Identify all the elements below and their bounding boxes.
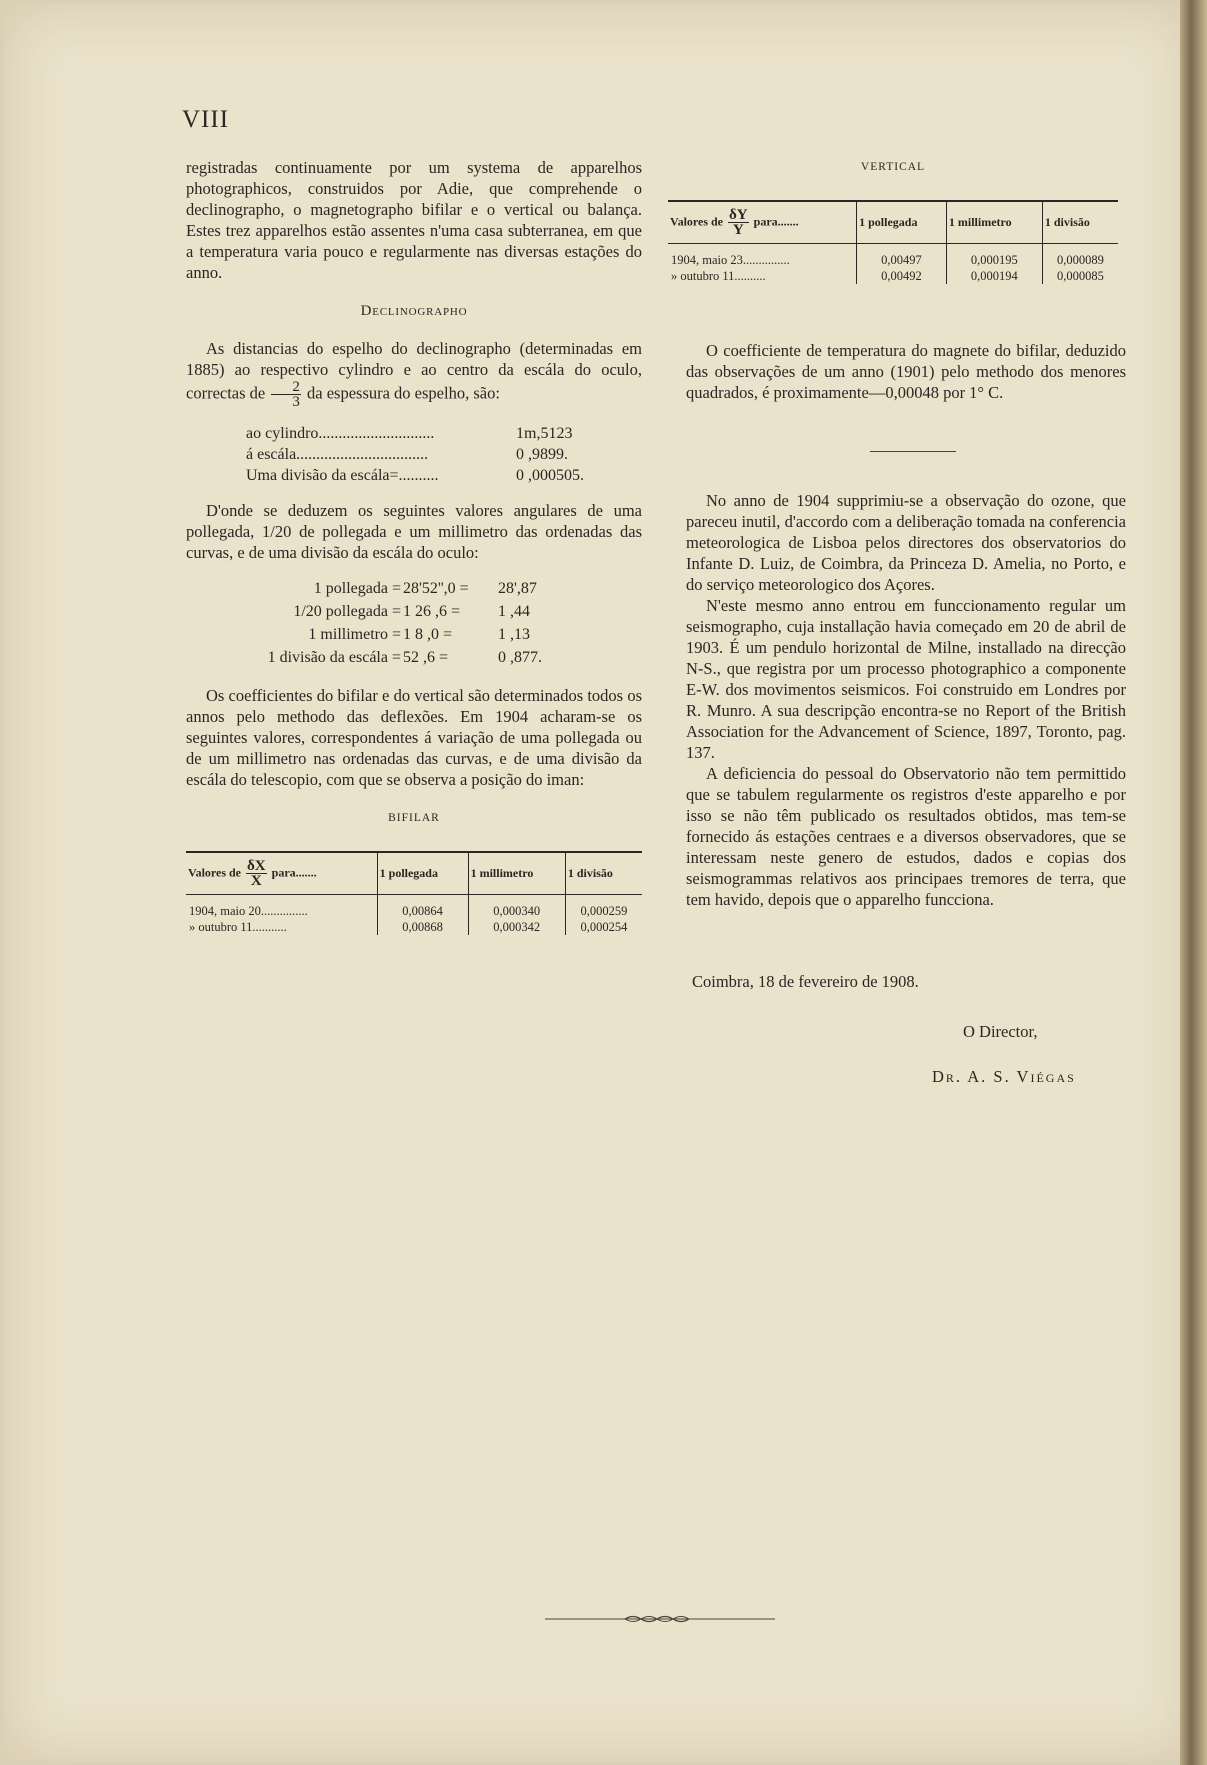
paragraph-distances-b: da espessura do espelho, são: [307,383,500,403]
angular-row: 1 divisão da escála = 52 ,6 = 0 ,877. [267,649,542,666]
distance-row: á escála................................. 0 ,9899. [246,446,568,463]
vertical-table [668,202,1118,284]
paragraph-ozone: No anno de 1904 supprimiu-se a observação do ozone, que pareceu inutil, d'accordo com a deliberação tomada na conferencia meteorologica de Lisboa pelos directores dos observatorios do Infante D. Luiz, de Coimbra, da Princeza D. Amelia, no Porto, e do serviço meteorologico dos Açores. [686,491,1126,594]
page-edge [1180,0,1207,1765]
paragraph-apparatus: registradas continuamente por um systema de apparelhos photographicos, construidos por Adie, que comprehende o declinographo, o magnetographo bifilar e o vertical ou balança. Estes trez apparelhos estão assentes n'uma casa subterranea, em que a temperatura varia pouco e regularmente nas diversas estações do anno. [186,158,642,282]
bifilar-caption: BIFILAR [388,812,440,824]
place-date: Coimbra, 18 de fevereiro de 1908. [692,972,919,991]
distance-list [246,423,642,486]
column-header: 1 divisão [565,853,642,895]
distance-row: Uma divisão da escála=.......... 0 ,000505. [246,467,584,484]
tailpiece-ornament [545,1612,775,1626]
right-column-lower [686,490,1126,910]
table-header-label: Valores de $\frac{\delta X}{X}$ para....... [186,853,377,895]
table-header-row [186,853,642,895]
right-column [686,340,1126,403]
paragraph-coefficients: Os coefficientes do bifilar e do vertical são determinados todos os annos pelo methodo das deflexões. Em 1904 acharam-se os seguintes valores, correspondentes á variação de uma pollegada ou de um millimetro nas ordenadas das curvas, e de uma divisão da escála do telescopio, com que se observa a posição do iman: [186,686,642,789]
bifilar-table-wrapper [186,851,642,935]
page-number: VIII [182,106,230,133]
paragraph-deficiency: A deficiencia do pessoal do Observatorio não tem permittido que se tabulem regularmente os registros d'este apparelho e por isso se não têm publicado os resultados obtidos, mas tem-se fornecido ás estações centraes e a diversos observadores, que se interessam neste genero de estudos, dados e copias dos seismogrammas relativos aos principaes tremores de terra, que tem havido, depois que o apparelho funcciona. [686,764,1126,909]
angular-row: 1 millimetro = 1 8 ,0 = 1 ,13 [308,626,530,643]
column-header: 1 millimetro [468,853,565,895]
paragraph-angular-values: D'onde se deduzem os seguintes valores angulares de uma pollegada, 1/20 de pollegada e um millimetro das ordenadas das curvas, e de uma divisão da escála do oculo: [186,501,642,562]
angular-row: 1/20 pollegada = 1 26 ,6 = 1 ,44 [293,603,530,620]
column-header: 1 divisão [1042,202,1118,244]
table-header-row [668,202,1118,244]
vertical-table-block [668,157,1118,284]
table-row: » outubro 11.......... 0,00492 0,000194 0,000085 [668,268,1118,284]
bifilar-table [186,853,642,935]
closing: O Director, [963,1022,1038,1041]
fraction-dy-y: $\frac{\delta Y}{Y}$ [729,207,748,238]
paragraph-temperature-coefficient: O coefficiente de temperatura do magnete do bifilar, deduzido das observações de um anno (1901) pelo methodo dos menores quadrados, é proximamente—0,00048 por 1° C. [686,341,1126,402]
fraction-two-thirds: $\frac{2}{3}$ [271,380,301,409]
section-divider [870,451,956,452]
paragraph-distances [186,338,642,409]
section-heading-declinographo: Declinographo [360,303,468,319]
vertical-caption: VERTICAL [860,161,926,173]
vertical-table-wrapper [668,200,1118,284]
fraction-dx-x: $\frac{\delta X}{X}$ [247,858,266,889]
paragraph-distances-a: As distancias do espelho do declinographo (determinadas em 1885) ao respectivo cylindro e ao centro da escála do oculo, correctas de [186,339,642,403]
signature: Dr. A. S. Viégas [932,1067,1076,1086]
distance-row: ao cylindro............................. 1m,5123 [246,425,573,442]
table-row: 1904, maio 23............... 0,00497 0,000195 0,000089 [668,252,1118,268]
table-row: » outubro 11........... 0,00868 0,000342 0,000254 [186,919,642,935]
angular-row: 1 pollegada = 28'52'',0 = 28',87 [313,580,537,597]
column-header: 1 pollegada [857,202,947,244]
left-column [186,157,642,935]
table-header-label: Valores de $\frac{\delta Y}{Y}$ para....... [668,202,857,244]
paragraph-seismograph: N'este mesmo anno entrou em funccionamento regular um seismographo, cuja installação havia começado em 20 de abril de 1903. É um pendulo horizontal de Milne, installado na direcção N-S., que registra por um processo photographico a componente E-W. dos movimentos seismicos. Foi construido em Londres por R. Munro. A sua descripção encontra-se no Report of the British Association for the Advancement of Science, 1897, Toronto, pag. 137. [686,596,1126,762]
column-header: 1 pollegada [377,853,468,895]
table-row: 1904, maio 20............... 0,00864 0,000340 0,000259 [186,903,642,919]
angular-values-list [226,577,642,669]
column-header: 1 millimetro [946,202,1042,244]
